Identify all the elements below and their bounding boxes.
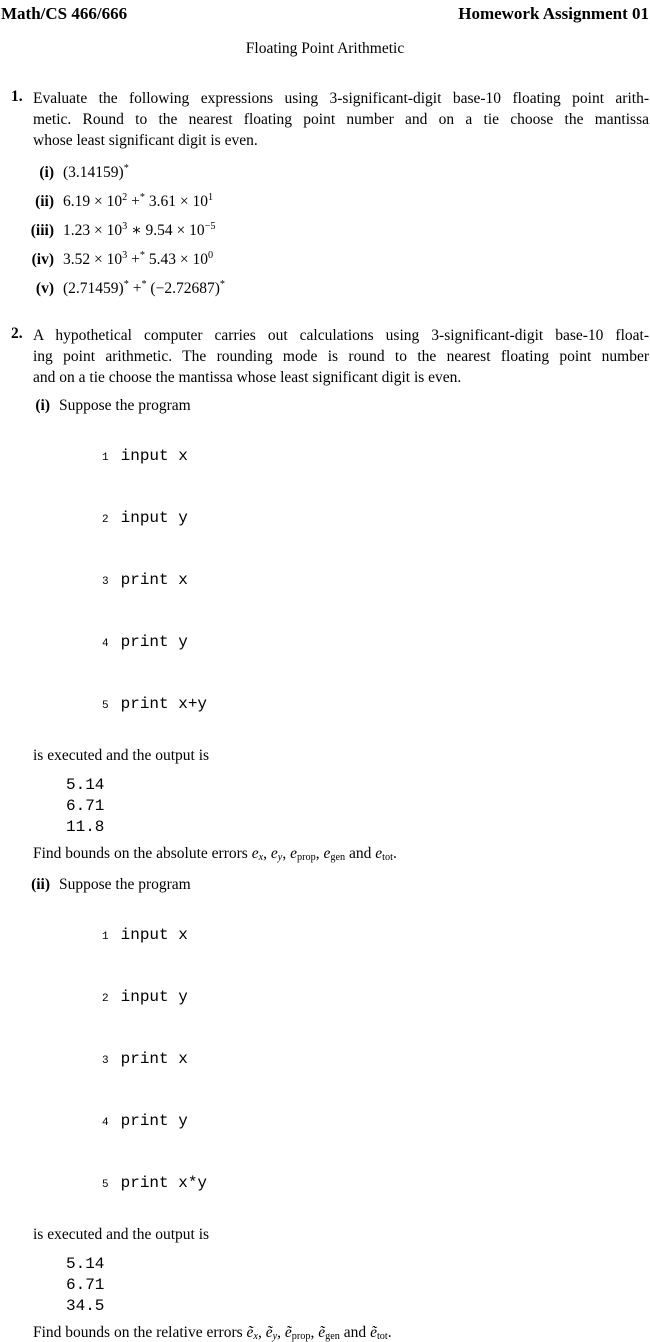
problem-1 [1,88,649,151]
problem-2 [1,325,649,388]
page-title: Floating Point Arithmetic [245,40,405,57]
code-text: print x*y [120,1174,208,1192]
code-line [1,967,649,1029]
expression-item-ii [1,192,649,211]
line-number: 5 [102,1179,109,1191]
code-text: print x [120,571,188,589]
output-line: 6.71 [66,797,105,815]
course-title: Math/CS 466/666 [1,4,128,23]
problem-2-line-1: A hypothetical computer carries out calculations using 3-significant-digit base-10 float- [33,327,649,344]
expression-item-iv [1,250,649,269]
part-label: (ii) [31,876,50,893]
line-number: 5 [102,700,109,712]
problem-2-line-2: ing point arithmetic. The rounding mode is round to the nearest floating point number [33,348,649,365]
question-absolute-errors: Find bounds on the absolute errors $e_x$, $e_y$, $e_{prop}$, $e_{gen}$ and $e_{tot}$. [33,845,397,864]
code-text: print x [120,1050,188,1068]
code-line [1,674,649,736]
execution-note: is executed and the output is [33,1226,210,1243]
output-line: 5.14 [66,1255,105,1273]
output-line: 34.5 [66,1297,105,1315]
line-number: 2 [102,993,109,1005]
item-expression: $1.23 \times 10^3$ ∗ $9.54 \times 10^{-5}$ [63,221,216,239]
output-line: 5.14 [66,776,105,794]
code-listing-2 [1,905,649,1215]
part-ii-heading [1,875,649,894]
code-line [1,612,649,674]
problem-1-line-2: metic. Round to the nearest floating point number and on a tie choose the mantissa [33,111,649,128]
problem-1-number: 1. [11,88,23,105]
problem-2-number: 2. [11,325,23,342]
line-number: 4 [102,1117,109,1129]
code-line [1,1029,649,1091]
code-text: input y [120,988,188,1006]
item-label: (ii) [35,193,54,210]
problem-1-line-1: Evaluate the following expressions using 3-significant-digit base-10 floating point arith- [33,90,649,107]
program-output-2 [66,1254,649,1317]
code-line [1,1091,649,1153]
line-number: 3 [102,1055,109,1067]
item-expression: (3.14159)* [63,163,129,181]
item-expression: $6.19 \times 10^2 +^*$ $3.61 \times 10^1$ [63,192,214,210]
item-label: (iv) [31,251,54,268]
output-line: 11.8 [66,818,105,836]
line-number: 1 [102,931,109,943]
item-expression: (2.71459)* +* (−2.72687)* [63,279,225,297]
problem-2-line-3: and on a tie choose the mantissa whose least significant digit is even. [33,369,462,386]
code-line [1,426,649,488]
program-output-1 [66,775,649,838]
code-line [1,1153,649,1215]
item-expression: $3.52 \times 10^3 +^*$ $5.43 \times 10^0$ [63,250,214,268]
code-text: input x [120,926,188,944]
output-line: 6.71 [66,1276,105,1294]
part-i-heading [1,396,649,415]
code-line [1,550,649,612]
line-number: 3 [102,576,109,588]
part-intro: Suppose the program [59,397,191,414]
item-label: (v) [35,280,54,297]
item-label: (i) [39,164,54,181]
expression-item-v [1,279,649,298]
header [1,4,649,23]
assignment-title: Homework Assignment 01 [458,4,649,23]
code-text: print y [120,1112,188,1130]
code-listing-1 [1,426,649,736]
line-number: 4 [102,638,109,650]
code-text: print y [120,633,188,651]
expression-item-iii [1,221,649,240]
part-label: (i) [35,397,50,414]
code-text: input x [120,447,188,465]
expression-item-i [1,163,649,182]
item-label: (iii) [30,222,54,239]
code-line [1,488,649,550]
code-line [1,905,649,967]
line-number: 1 [102,452,109,464]
question-relative-errors: Find bounds on the relative errors ẽ$_x$, ẽ$_y$, ẽ$_{prop}$, ẽ$_{gen}$ and ẽ$_{tot}$. [33,1324,392,1342]
execution-note: is executed and the output is [33,747,210,764]
line-number: 2 [102,514,109,526]
code-text: input y [120,509,188,527]
code-text: print x+y [120,695,208,713]
problem-1-line-3: whose least significant digit is even. [33,132,258,149]
part-intro: Suppose the program [59,876,191,893]
